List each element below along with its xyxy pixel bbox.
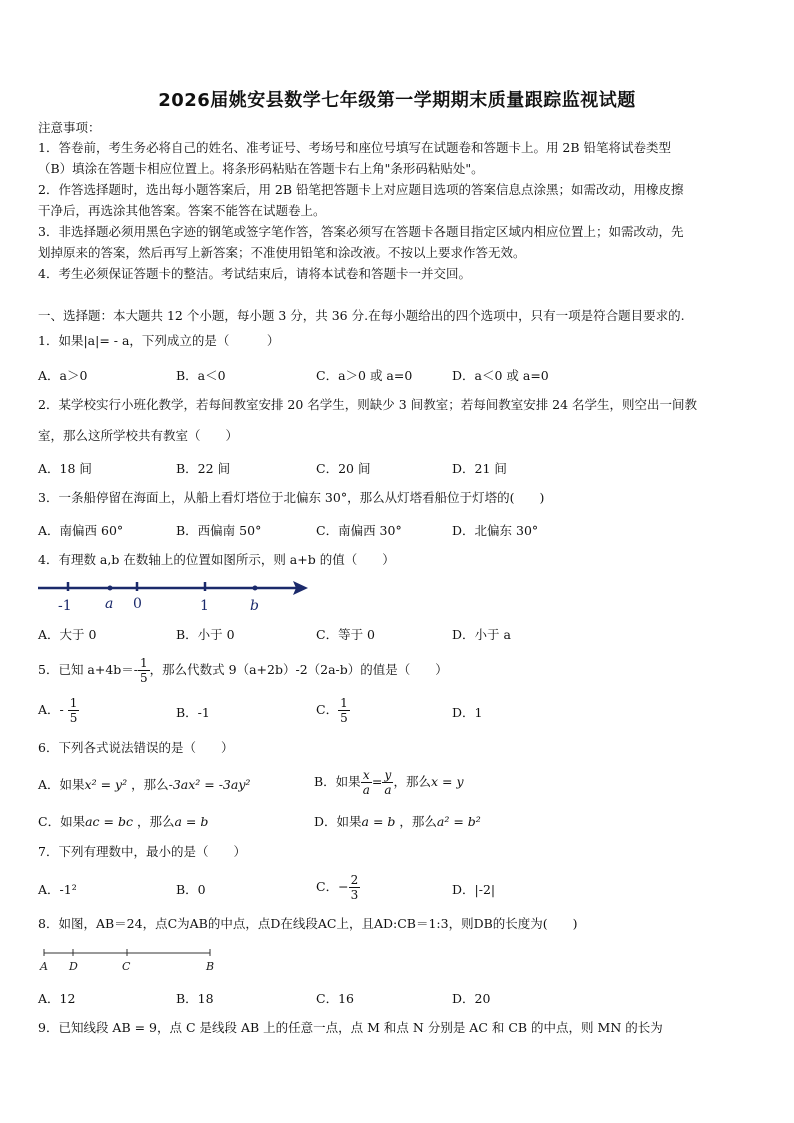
label-c: C — [122, 960, 131, 973]
question-4-stem: 4．有理数 a,b 在数轴上的位置如图所示，则 a+b 的值（ ） — [38, 552, 395, 567]
question-7-stem: 7．下列有理数中，最小的是（ ） — [38, 844, 246, 859]
segment-figure — [36, 945, 226, 975]
notice-line: 划掉原来的答案，然后再写上新答案；不准使用铅笔和涂改液。不按以上要求作答无效。 — [38, 245, 526, 260]
notice-line: 4．考生必须保证答题卡的整洁。考试结束后，请将本试卷和答题卡一并交回。 — [38, 266, 471, 281]
q4-option-c: C．等于 0 — [316, 627, 375, 642]
q7-option-d: D．|-2| — [452, 882, 496, 897]
q7-option-b: B．0 — [176, 882, 206, 897]
question-6-stem: 6．下列各式说法错误的是（ ） — [38, 740, 234, 755]
label-a: a — [105, 596, 114, 612]
point-a — [108, 586, 113, 591]
section-heading: 一、选择题：本大题共 12 个小题，每小题 3 分，共 36 分.在每小题给出的四个选项中，只有一项是符合题目要求的. — [38, 308, 685, 323]
notice-heading: 注意事项： — [38, 120, 101, 135]
q6-option-b: B．如果 $\frac{x}{a}$ = $\frac{y}{a}$ ，那么x = y — [314, 768, 464, 797]
q5-option-d: D．1 — [452, 705, 483, 720]
q5-option-c: C． $\frac{1}{5}$ — [316, 696, 348, 725]
q6-option-a: A．如果x² = y² ，那么-3ax² = -3ay² — [38, 777, 251, 792]
q5-fraction: $\frac{1}{5}$ — [140, 656, 148, 685]
notice-line: 1．答卷前，考生务必将自己的姓名、准考证号、考场号和座位号填写在试题卷和答题卡上。用 2B 铅笔将试卷类型 — [38, 140, 672, 155]
q3-option-a: A．南偏西 60° — [38, 523, 124, 538]
q4-option-a: A．大于 0 — [38, 627, 97, 642]
question-1-stem: 1．如果|a|= - a，下列成立的是（ ） — [38, 333, 280, 348]
q2-option-d: D．21 间 — [452, 461, 507, 476]
label-one: 1 — [200, 598, 209, 614]
q1-option-d: D．a＜0 或 a=0 — [452, 368, 549, 383]
q7-option-a: A．-1² — [38, 882, 77, 897]
q2-option-c: C．20 间 — [316, 461, 371, 476]
label-minus-one: -1 — [58, 598, 72, 614]
q5-option-b: B．-1 — [176, 705, 210, 720]
notice-line: 2．作答选择题时，选出每小题答案后，用 2B 铅笔把答题卡上对应题目选项的答案信息点涂黑；如需改动，用橡皮擦 — [38, 182, 684, 197]
q5-stem-part2: ，那么代数式 9（a+2b）-2（2a-b）的值是（ ） — [149, 662, 448, 677]
q1-option-a: A．a＞0 — [38, 368, 88, 383]
q4-option-d: D．小于 a — [452, 627, 511, 642]
q4-option-b: B．小于 0 — [176, 627, 235, 642]
label-d: D — [69, 960, 78, 973]
point-b — [253, 586, 258, 591]
label-zero: 0 — [133, 596, 142, 612]
question-8-stem: 8．如图，AB＝24，点C为AB的中点，点D在线段AC上，且AD:CB＝1:3，则DB的长度为( ) — [38, 916, 578, 931]
question-5-stem — [38, 651, 448, 689]
label-b: b — [250, 598, 259, 614]
q7-option-c: C．− $\frac{2}{3}$ — [316, 873, 359, 902]
number-line-figure — [38, 575, 313, 615]
q1-option-b: B．a＜0 — [176, 368, 226, 383]
q6-option-d: D．如果a = b ，那么a² = b² — [314, 814, 481, 829]
q3-option-b: B．西偏南 50° — [176, 523, 262, 538]
q3-option-c: C．南偏西 30° — [316, 523, 402, 538]
notice-line: 干净后，再选涂其他答案。答案不能答在试题卷上。 — [38, 203, 326, 218]
q5-stem-part1: 5．已知 a+4b＝- — [38, 662, 139, 677]
question-2-stem: 2．某学校实行小班化教学，若每间教室安排 20 名学生，则缺少 3 间教室；若每间教室安排 24 名学生，则空出一间教 — [38, 397, 698, 412]
label-a: A — [40, 960, 48, 973]
notice-line: 3．非选择题必须用黑色字迹的钢笔或签字笔作答，答案必须写在答题卡各题目指定区域内相应位置上；如需改动，先 — [38, 224, 684, 239]
page-title: 2026届姚安县数学七年级第一学期期末质量跟踪监视试题 — [158, 90, 636, 111]
notice-line: （B）填涂在答题卡相应位置上。将条形码粘贴在答题卡右上角"条形码粘贴处"。 — [38, 161, 484, 176]
question-9-stem: 9．已知线段 AB = 9，点 C 是线段 AB 上的任意一点，点 M 和点 N 分别是 AC 和 CB 的中点，则 MN 的长为 — [38, 1020, 663, 1035]
q5-option-a: A．- $\frac{1}{5}$ — [38, 696, 78, 725]
q8-option-c: C．16 — [316, 991, 354, 1006]
question-3-stem: 3．一条船停留在海面上，从船上看灯塔位于北偏东 30°，那么从灯塔看船位于灯塔的( ) — [38, 490, 545, 505]
q2-option-a: A．18 间 — [38, 461, 92, 476]
q8-option-a: A．12 — [38, 991, 76, 1006]
q2-option-b: B．22 间 — [176, 461, 231, 476]
label-b: B — [206, 960, 215, 973]
q3-option-d: D．北偏东 30° — [452, 523, 539, 538]
q1-option-c: C．a＞0 或 a=0 — [316, 368, 413, 383]
q8-option-d: D．20 — [452, 991, 491, 1006]
q6-option-c: C．如果ac = bc ，那么a = b — [38, 814, 209, 829]
question-2-stem-cont: 室，那么这所学校共有教室（ ） — [38, 428, 239, 443]
q8-option-b: B．18 — [176, 991, 214, 1006]
